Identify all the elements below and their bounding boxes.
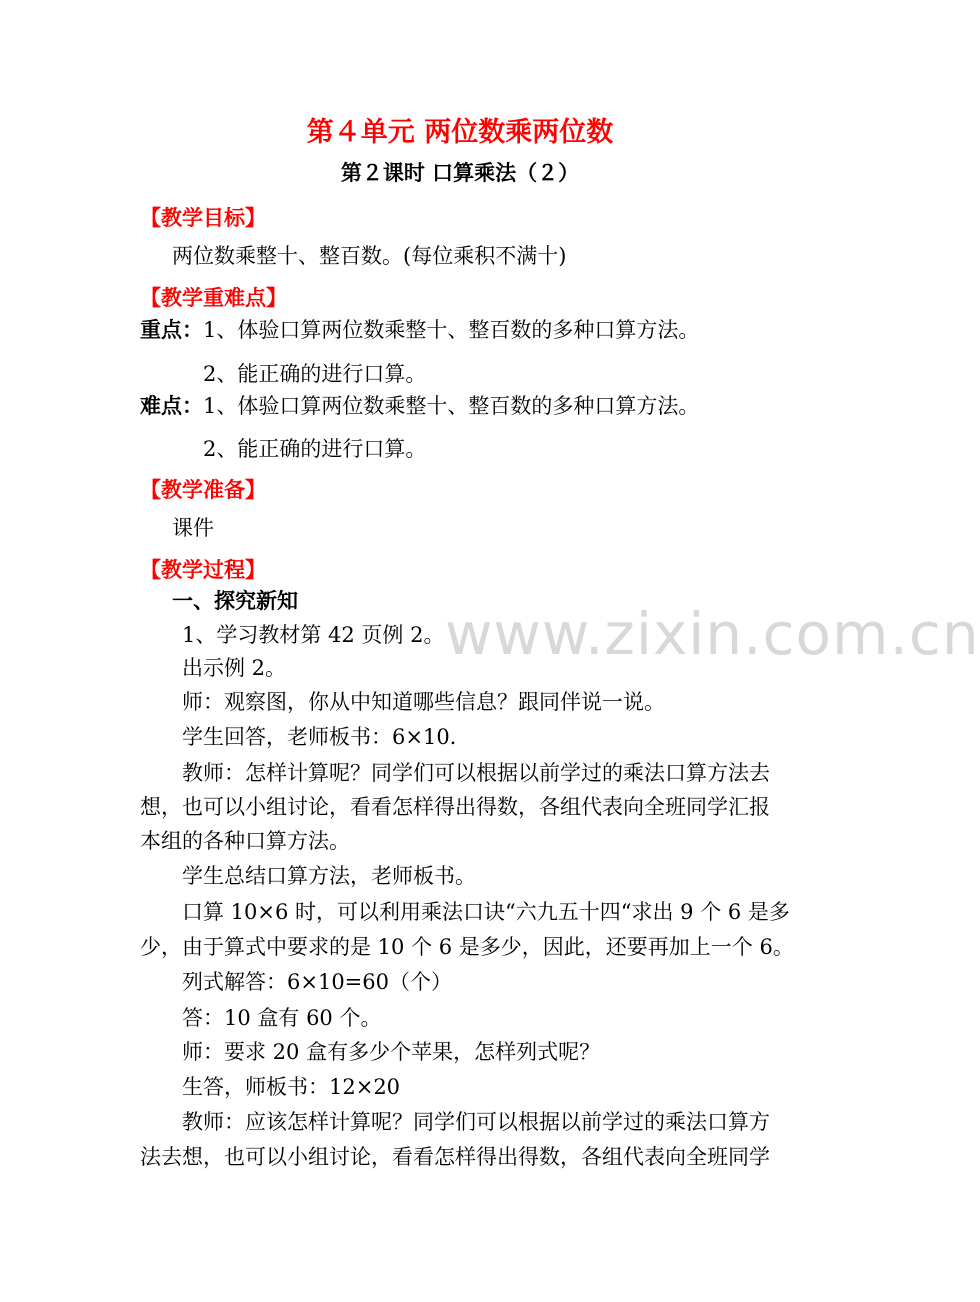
preparation-text: 课件 xyxy=(172,516,214,540)
difficult-point-row-1 xyxy=(140,393,699,419)
paragraph-line: 想，也可以小组讨论，看看怎样得出得数，各组代表向全班同学汇报 xyxy=(140,795,770,819)
key-point-1: 1、体验口算两位数乘整十、整百数的多种口算方法。 xyxy=(203,318,700,342)
key-point-2: 2、能正确的进行口算。 xyxy=(203,362,427,386)
paragraph-line: 1、学习教材第 42 页例 2。 xyxy=(182,623,445,647)
document-title: 第４单元 两位数乘两位数 xyxy=(306,117,614,148)
key-point-row-1 xyxy=(140,317,699,343)
section-heading: 一、探究新知 xyxy=(172,588,298,613)
difficult-label: 难点： xyxy=(140,393,203,418)
paragraph-line: 少，由于算式中要求的是 10 个 6 是多少，因此，还要再加上一个 6。 xyxy=(140,935,794,959)
key-label: 重点： xyxy=(140,317,203,342)
paragraph-line: 法去想，也可以小组讨论，看看怎样得出得数，各组代表向全班同学 xyxy=(140,1145,770,1169)
paragraph-line: 列式解答：6×10=60（个） xyxy=(182,970,452,994)
paragraph-line: 学生总结口算方法，老师板书。 xyxy=(182,864,476,888)
lesson-subtitle: 第２课时 口算乘法（２） xyxy=(340,160,580,185)
objectives-text: 两位数乘整十、整百数。(每位乘积不满十) xyxy=(172,244,567,268)
watermark: www.zixin.com.cn xyxy=(445,600,980,668)
paragraph-line: 学生回答，老师板书：6×10. xyxy=(182,725,457,749)
paragraph-line: 出示例 2。 xyxy=(182,656,287,680)
paragraph-line: 师：观察图，你从中知道哪些信息？跟同伴说一说。 xyxy=(182,690,665,714)
paragraph-line: 生答，师板书：12×20 xyxy=(182,1075,401,1099)
paragraph-line: 师：要求 20 盒有多少个苹果，怎样列式呢？ xyxy=(182,1040,601,1064)
paragraph-line: 口算 10×6 时，可以利用乘法口诀“六九五十四“求出 9 个 6 是多 xyxy=(182,900,790,924)
paragraph-line: 教师：怎样计算呢？同学们可以根据以前学过的乘法口算方法去 xyxy=(182,761,770,785)
key-points-heading: 【教学重难点】 xyxy=(140,285,287,310)
process-heading: 【教学过程】 xyxy=(140,557,266,582)
preparation-heading: 【教学准备】 xyxy=(140,477,266,502)
paragraph-line: 本组的各种口算方法。 xyxy=(140,829,350,853)
difficult-point-2: 2、能正确的进行口算。 xyxy=(203,437,427,461)
difficult-point-1: 1、体验口算两位数乘整十、整百数的多种口算方法。 xyxy=(203,394,700,418)
objectives-heading: 【教学目标】 xyxy=(140,205,266,230)
paragraph-line: 答：10 盒有 60 个。 xyxy=(182,1006,382,1030)
paragraph-line: 教师：应该怎样计算呢？同学们可以根据以前学过的乘法口算方 xyxy=(182,1110,770,1134)
